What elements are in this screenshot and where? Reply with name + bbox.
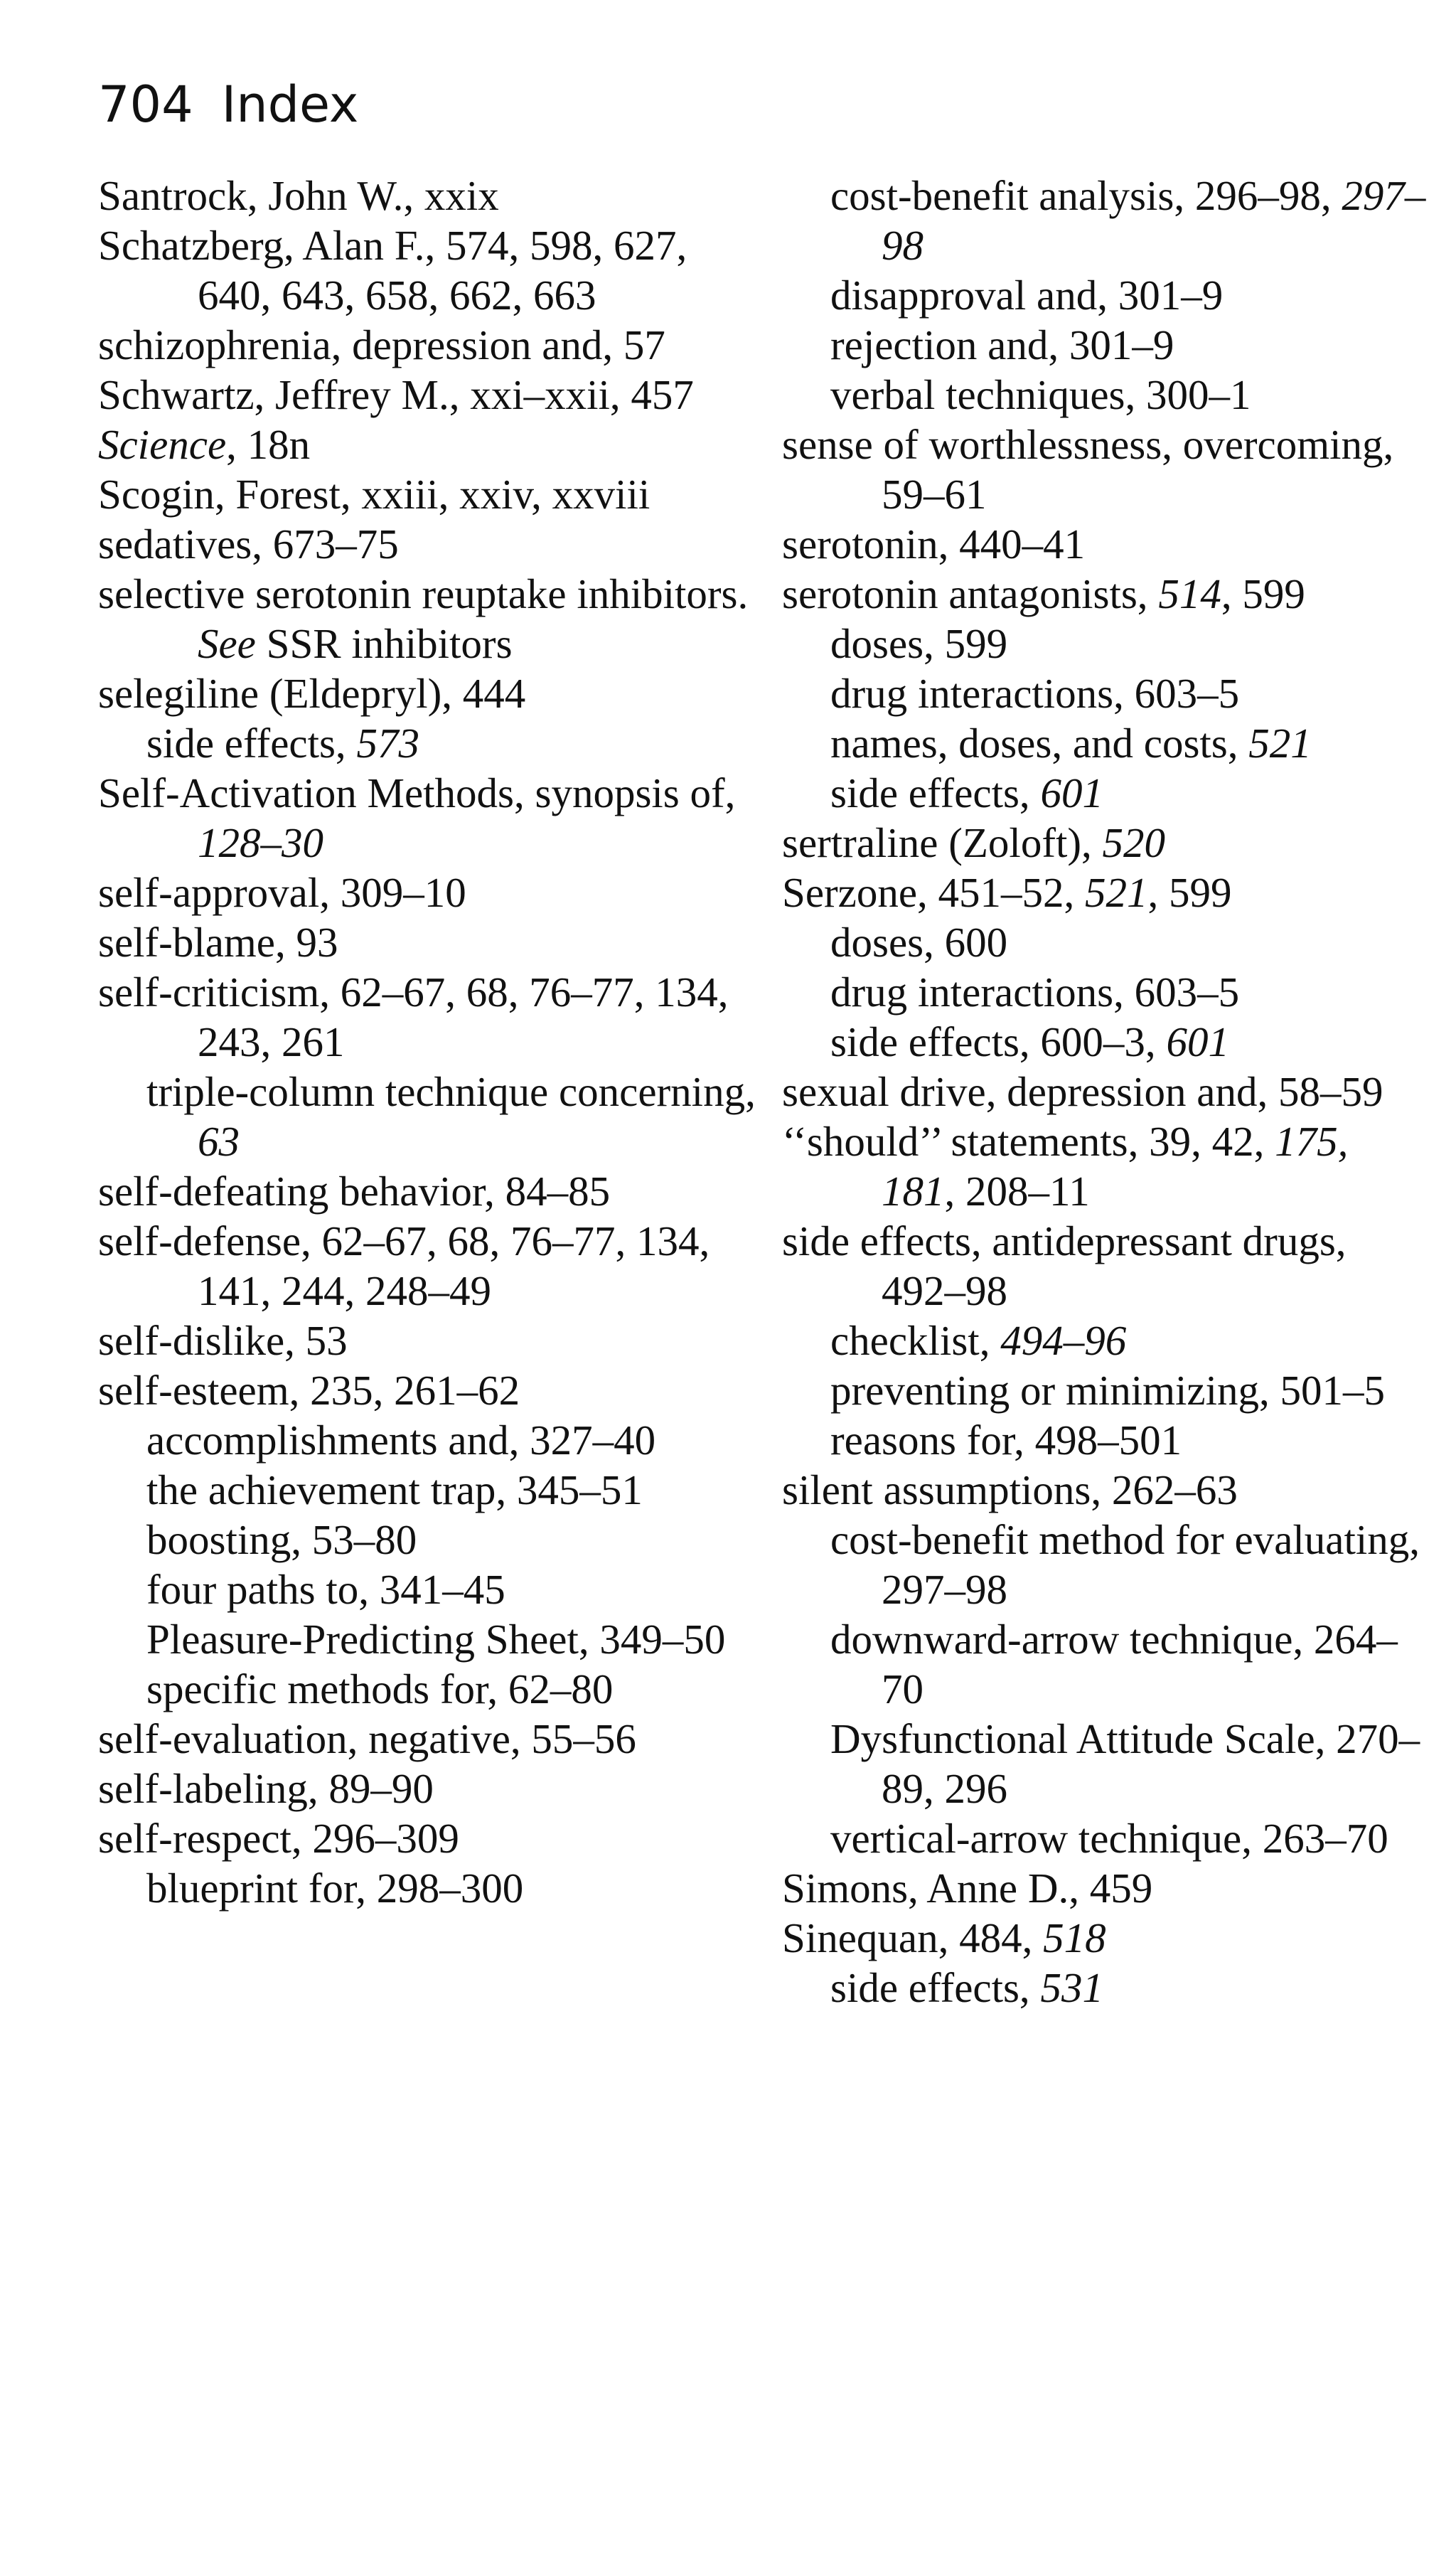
entry-text: Santrock, John W., xxix: [98, 172, 499, 219]
index-entry: [98, 1216, 759, 1316]
entry-text: sedatives, 673–75: [98, 521, 399, 567]
entry-text: side effects, antidepressant drugs, 492–98: [782, 1217, 1347, 1314]
index-entry: [98, 469, 759, 519]
index-subentry: [830, 718, 1429, 768]
index-entry: [782, 1067, 1429, 1116]
index-entry: [98, 370, 759, 420]
entry-text: sertraline (Zoloft),: [782, 819, 1103, 866]
entry-text: Sinequan, 484,: [782, 1914, 1044, 1961]
index-subentry: [830, 1963, 1429, 2013]
index-subentry: [830, 1316, 1429, 1365]
entry-text: , 599: [1221, 570, 1305, 617]
index-subentry: [830, 320, 1429, 370]
entry-text: serotonin antagonists,: [782, 570, 1159, 617]
index-entry: [98, 420, 759, 469]
entry-text: self-criticism, 62–67, 68, 76–77, 134, 243, 261: [98, 969, 729, 1065]
entry-text: disapproval and, 301–9: [830, 272, 1224, 319]
index-entry: [98, 768, 759, 868]
entry-text: serotonin, 440–41: [782, 521, 1086, 567]
index-subentry: [146, 1664, 759, 1714]
index-subentry: [830, 668, 1429, 718]
index-subentry: [830, 1813, 1429, 1863]
index-entry: [98, 320, 759, 370]
index-subentry: [830, 1365, 1429, 1415]
index-entry: [98, 1166, 759, 1216]
entry-text: vertical-arrow technique, 263–70: [830, 1815, 1388, 1862]
entry-text: Dysfunctional Attitude Scale, 270–89, 296: [830, 1715, 1420, 1812]
entry-text: Simons, Anne D., 459: [782, 1865, 1153, 1912]
index-entry: [782, 818, 1429, 868]
italic-reference: 601: [1040, 769, 1103, 816]
index-subentry: [830, 1515, 1429, 1614]
entry-text: four paths to, 341–45: [146, 1566, 505, 1613]
entry-text: preventing or minimizing, 501–5: [830, 1367, 1385, 1414]
entry-text: drug interactions, 603–5: [830, 670, 1240, 717]
index-entry: [98, 1813, 759, 1863]
italic-reference: 514: [1158, 570, 1221, 617]
index-subentry: [146, 1415, 759, 1465]
index-entry: [782, 1863, 1429, 1913]
index-entry: [98, 1316, 759, 1365]
index-subentry: [830, 1017, 1429, 1067]
italic-reference: 520: [1102, 819, 1166, 866]
index-column-right: [782, 171, 1429, 2013]
index-subentry: [830, 171, 1429, 270]
entry-text: sense of worthlessness, overcoming, 59–61: [782, 421, 1394, 518]
index-subentry: [146, 1614, 759, 1664]
entry-text: side effects,: [830, 769, 1041, 816]
index-entry: [98, 569, 759, 668]
entry-text: , 18n: [226, 421, 311, 468]
index-subentry: [830, 768, 1429, 818]
entry-text: verbal techniques, 300–1: [830, 371, 1251, 418]
entry-text: self-labeling, 89–90: [98, 1765, 434, 1812]
entry-text: Pleasure-Predicting Sheet, 349–50: [146, 1616, 726, 1663]
index-entry: [98, 967, 759, 1067]
entry-text: triple-column technique concerning,: [146, 1068, 756, 1115]
entry-text: , 599: [1147, 869, 1232, 916]
italic-reference: 573: [356, 720, 419, 767]
index-entry: [98, 1764, 759, 1813]
entry-text: schizophrenia, depression and, 57: [98, 321, 665, 368]
index-subentry: [146, 1565, 759, 1614]
entry-text: boosting, 53–80: [146, 1516, 417, 1563]
entry-text: blueprint for, 298–300: [146, 1865, 524, 1912]
index-subentry: [146, 1067, 759, 1166]
index-entry: [98, 917, 759, 967]
index-subentry: [146, 1515, 759, 1565]
index-entry: [98, 1365, 759, 1415]
italic-reference: 297–98: [882, 172, 1426, 269]
italic-reference: 128–30: [198, 819, 323, 866]
index-column-left: [98, 171, 759, 1913]
entry-text: cost-benefit analysis, 296–98,: [830, 172, 1342, 219]
entry-text: names, doses, and costs,: [830, 720, 1249, 767]
entry-text: side effects, 600–3,: [830, 1018, 1167, 1065]
entry-text: side effects,: [830, 1964, 1041, 2011]
italic-reference: See: [198, 620, 256, 667]
entry-text: self-defense, 62–67, 68, 76–77, 134, 141, 244, 248–49: [98, 1217, 710, 1314]
entry-text: doses, 600: [830, 919, 1008, 966]
entry-text: ‘‘should’’ statements, 39, 42,: [782, 1118, 1275, 1165]
italic-reference: 521: [1085, 869, 1148, 916]
index-entry: [782, 868, 1429, 917]
index-entry: [98, 519, 759, 569]
entry-text: side effects,: [146, 720, 357, 767]
entry-text: self-approval, 309–10: [98, 869, 466, 916]
index-entry: [782, 1216, 1429, 1316]
italic-reference: 175, 181: [882, 1118, 1349, 1215]
index-entry: [782, 519, 1429, 569]
entry-text: reasons for, 498–501: [830, 1417, 1182, 1464]
index-entry: [782, 1913, 1429, 1963]
index-entry: [782, 420, 1429, 519]
entry-text: rejection and, 301–9: [830, 321, 1174, 368]
italic-reference: 521: [1248, 720, 1312, 767]
index-entry: [98, 668, 759, 718]
entry-text: selegiline (Eldepryl), 444: [98, 670, 526, 717]
entry-text: accomplishments and, 327–40: [146, 1417, 656, 1464]
index-entry: [98, 220, 759, 320]
entry-text: self-blame, 93: [98, 919, 338, 966]
entry-text: downward-arrow technique, 264–70: [830, 1616, 1398, 1712]
entry-text: doses, 599: [830, 620, 1008, 667]
index-subentry: [830, 917, 1429, 967]
entry-text: self-respect, 296–309: [98, 1815, 459, 1862]
index-entry: [98, 868, 759, 917]
index-subentry: [830, 967, 1429, 1017]
entry-text: drug interactions, 603–5: [830, 969, 1240, 1016]
entry-text: Schwartz, Jeffrey M., xxi–xxii, 457: [98, 371, 694, 418]
entry-text: selective serotonin reuptake inhibitors.: [98, 570, 749, 617]
entry-text: checklist,: [830, 1317, 1001, 1364]
entry-text: self-esteem, 235, 261–62: [98, 1367, 520, 1414]
index-subentry: [146, 1863, 759, 1913]
entry-text: Schatzberg, Alan F., 574, 598, 627, 640, 643, 658, 662, 663: [98, 222, 687, 319]
entry-text: the achievement trap, 345–51: [146, 1466, 643, 1513]
entry-text: self-defeating behavior, 84–85: [98, 1168, 611, 1215]
index-subentry: [146, 718, 759, 768]
italic-reference: Science: [98, 421, 227, 468]
italic-reference: 531: [1040, 1964, 1103, 2011]
italic-reference: 494–96: [1000, 1317, 1127, 1364]
entry-text: cost-benefit method for evaluating, 297–98: [830, 1516, 1420, 1613]
index-entry: [782, 569, 1429, 619]
entry-text: sexual drive, depression and, 58–59: [782, 1068, 1383, 1115]
index-subentry: [830, 1714, 1429, 1813]
entry-text: , 208–11: [944, 1168, 1090, 1215]
index-entry: [782, 1116, 1429, 1216]
index-entry: [98, 1714, 759, 1764]
entry-text: silent assumptions, 262–63: [782, 1466, 1238, 1513]
entry-text: Self-Activation Methods, synopsis of,: [98, 769, 736, 816]
index-subentry: [830, 370, 1429, 420]
entry-text: Serzone, 451–52,: [782, 869, 1086, 916]
index-entry: [782, 1465, 1429, 1515]
index-entry: [98, 171, 759, 220]
italic-reference: 601: [1166, 1018, 1229, 1065]
entry-text: self-evaluation, negative, 55–56: [98, 1715, 636, 1762]
entry-text: SSR inhibitors: [255, 620, 513, 667]
italic-reference: 63: [198, 1118, 240, 1165]
entry-text: Scogin, Forest, xxiii, xxiv, xxviii: [98, 471, 651, 518]
running-head-title: Index: [221, 75, 359, 134]
italic-reference: 518: [1043, 1914, 1106, 1961]
index-subentry: [830, 1415, 1429, 1465]
entry-text: self-dislike, 53: [98, 1317, 348, 1364]
index-subentry: [830, 270, 1429, 320]
entry-text: specific methods for, 62–80: [146, 1665, 614, 1712]
index-subentry: [830, 1614, 1429, 1714]
index-subentry: [146, 1465, 759, 1515]
running-head: [98, 65, 358, 144]
index-subentry: [830, 619, 1429, 668]
page-number: 704: [98, 75, 193, 134]
